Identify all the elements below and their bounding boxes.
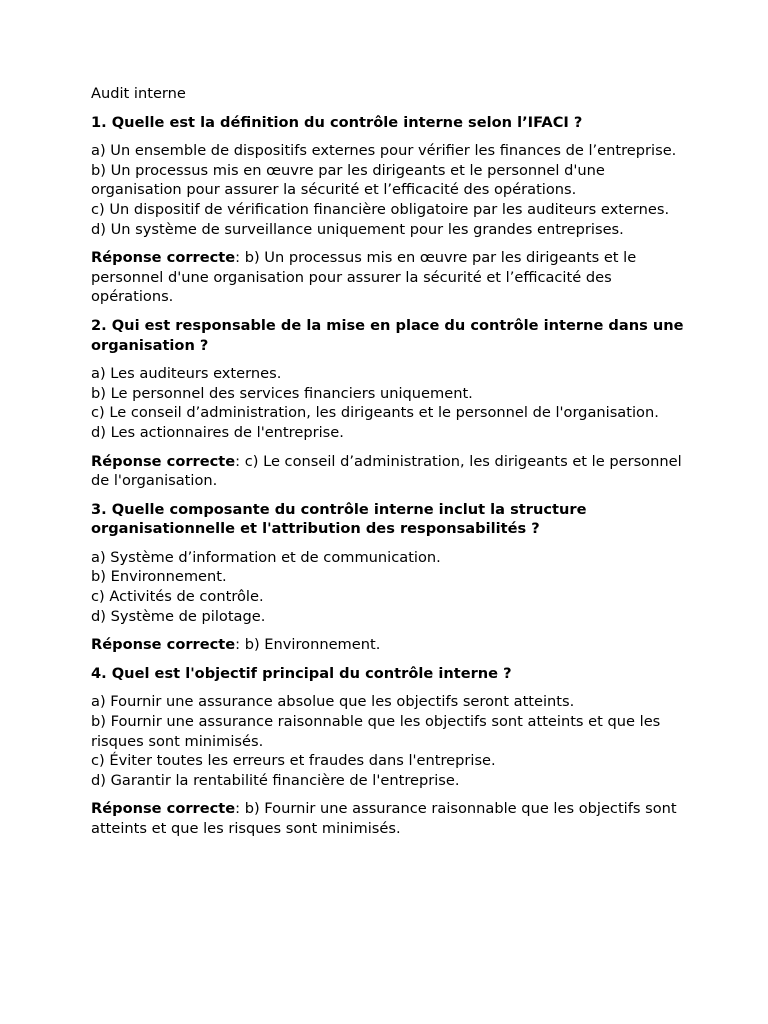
option-b: b) Un processus mis en œuvre par les dirigeants et le personnel d'une organisation pour assurer la sécurité et l’efficacité des opérations.: [91, 161, 605, 199]
answer-text: : c) Le conseil d’administration, les dirigeants et le personnel de l'organisation.: [91, 452, 682, 490]
correct-answer: [91, 635, 691, 655]
document-page: [91, 84, 691, 848]
option-d: d) Garantir la rentabilité financière de l'entreprise.: [91, 771, 460, 789]
answer-text: : b) Environnement.: [235, 636, 381, 654]
option-c: c) Activités de contrôle.: [91, 588, 264, 606]
document-title: Audit interne: [91, 85, 186, 102]
option-c: c) Éviter toutes les erreurs et fraudes dans l'entreprise.: [91, 752, 496, 770]
correct-answer: [91, 452, 691, 491]
option-a: a) Un ensemble de dispositifs externes pour vérifier les finances de l’entreprise.: [91, 142, 677, 160]
answer-label: Réponse correcte: [91, 800, 236, 818]
option-a: a) Fournir une assurance absolue que les objectifs seront atteints.: [91, 693, 575, 711]
option-b: b) Environnement.: [91, 568, 227, 586]
answer-label: Réponse correcte: [91, 249, 236, 267]
correct-answer: [91, 248, 691, 307]
question-title: 2. Qui est responsable de la mise en place du contrôle interne dans une organisation ?: [91, 316, 684, 354]
options-list: [91, 364, 691, 442]
answer-text: : b) Un processus mis en œuvre par les dirigeants et le personnel d'une organisation pour assurer la sécurité et l’efficacité des opérations.: [91, 249, 637, 306]
question-1: [91, 113, 691, 307]
option-d: d) Système de pilotage.: [91, 607, 266, 625]
option-b: b) Le personnel des services financiers uniquement.: [91, 384, 473, 402]
options-list: [91, 548, 691, 626]
question-2: [91, 316, 691, 491]
option-d: d) Les actionnaires de l'entreprise.: [91, 423, 344, 441]
option-a: a) Les auditeurs externes.: [91, 365, 282, 383]
option-a: a) Système d’information et de communication.: [91, 548, 441, 566]
question-title: 1. Quelle est la définition du contrôle interne selon l’IFACI ?: [91, 113, 583, 131]
question-title: 4. Quel est l'objectif principal du contrôle interne ?: [91, 664, 512, 682]
question-title: 3. Quelle composante du contrôle interne inclut la structure organisationnelle et l'attribution des responsabilités ?: [91, 500, 587, 538]
answer-text: : b) Fournir une assurance raisonnable que les objectifs sont atteints et que les risques sont minimisés.: [91, 800, 677, 837]
correct-answer: [91, 799, 691, 838]
question-4: [91, 664, 691, 839]
option-b: b) Fournir une assurance raisonnable que les objectifs sont atteints et que les risques sont minimisés.: [91, 713, 661, 750]
option-c: c) Le conseil d’administration, les dirigeants et le personnel de l'organisation.: [91, 404, 659, 422]
answer-label: Réponse correcte: [91, 452, 236, 470]
question-3: [91, 500, 691, 655]
options-list: [91, 692, 691, 790]
option-c: c) Un dispositif de vérification financière obligatoire par les auditeurs externes.: [91, 200, 670, 218]
option-d: d) Un système de surveillance uniquement pour les grandes entreprises.: [91, 220, 624, 238]
answer-label: Réponse correcte: [91, 636, 236, 654]
options-list: [91, 141, 691, 239]
